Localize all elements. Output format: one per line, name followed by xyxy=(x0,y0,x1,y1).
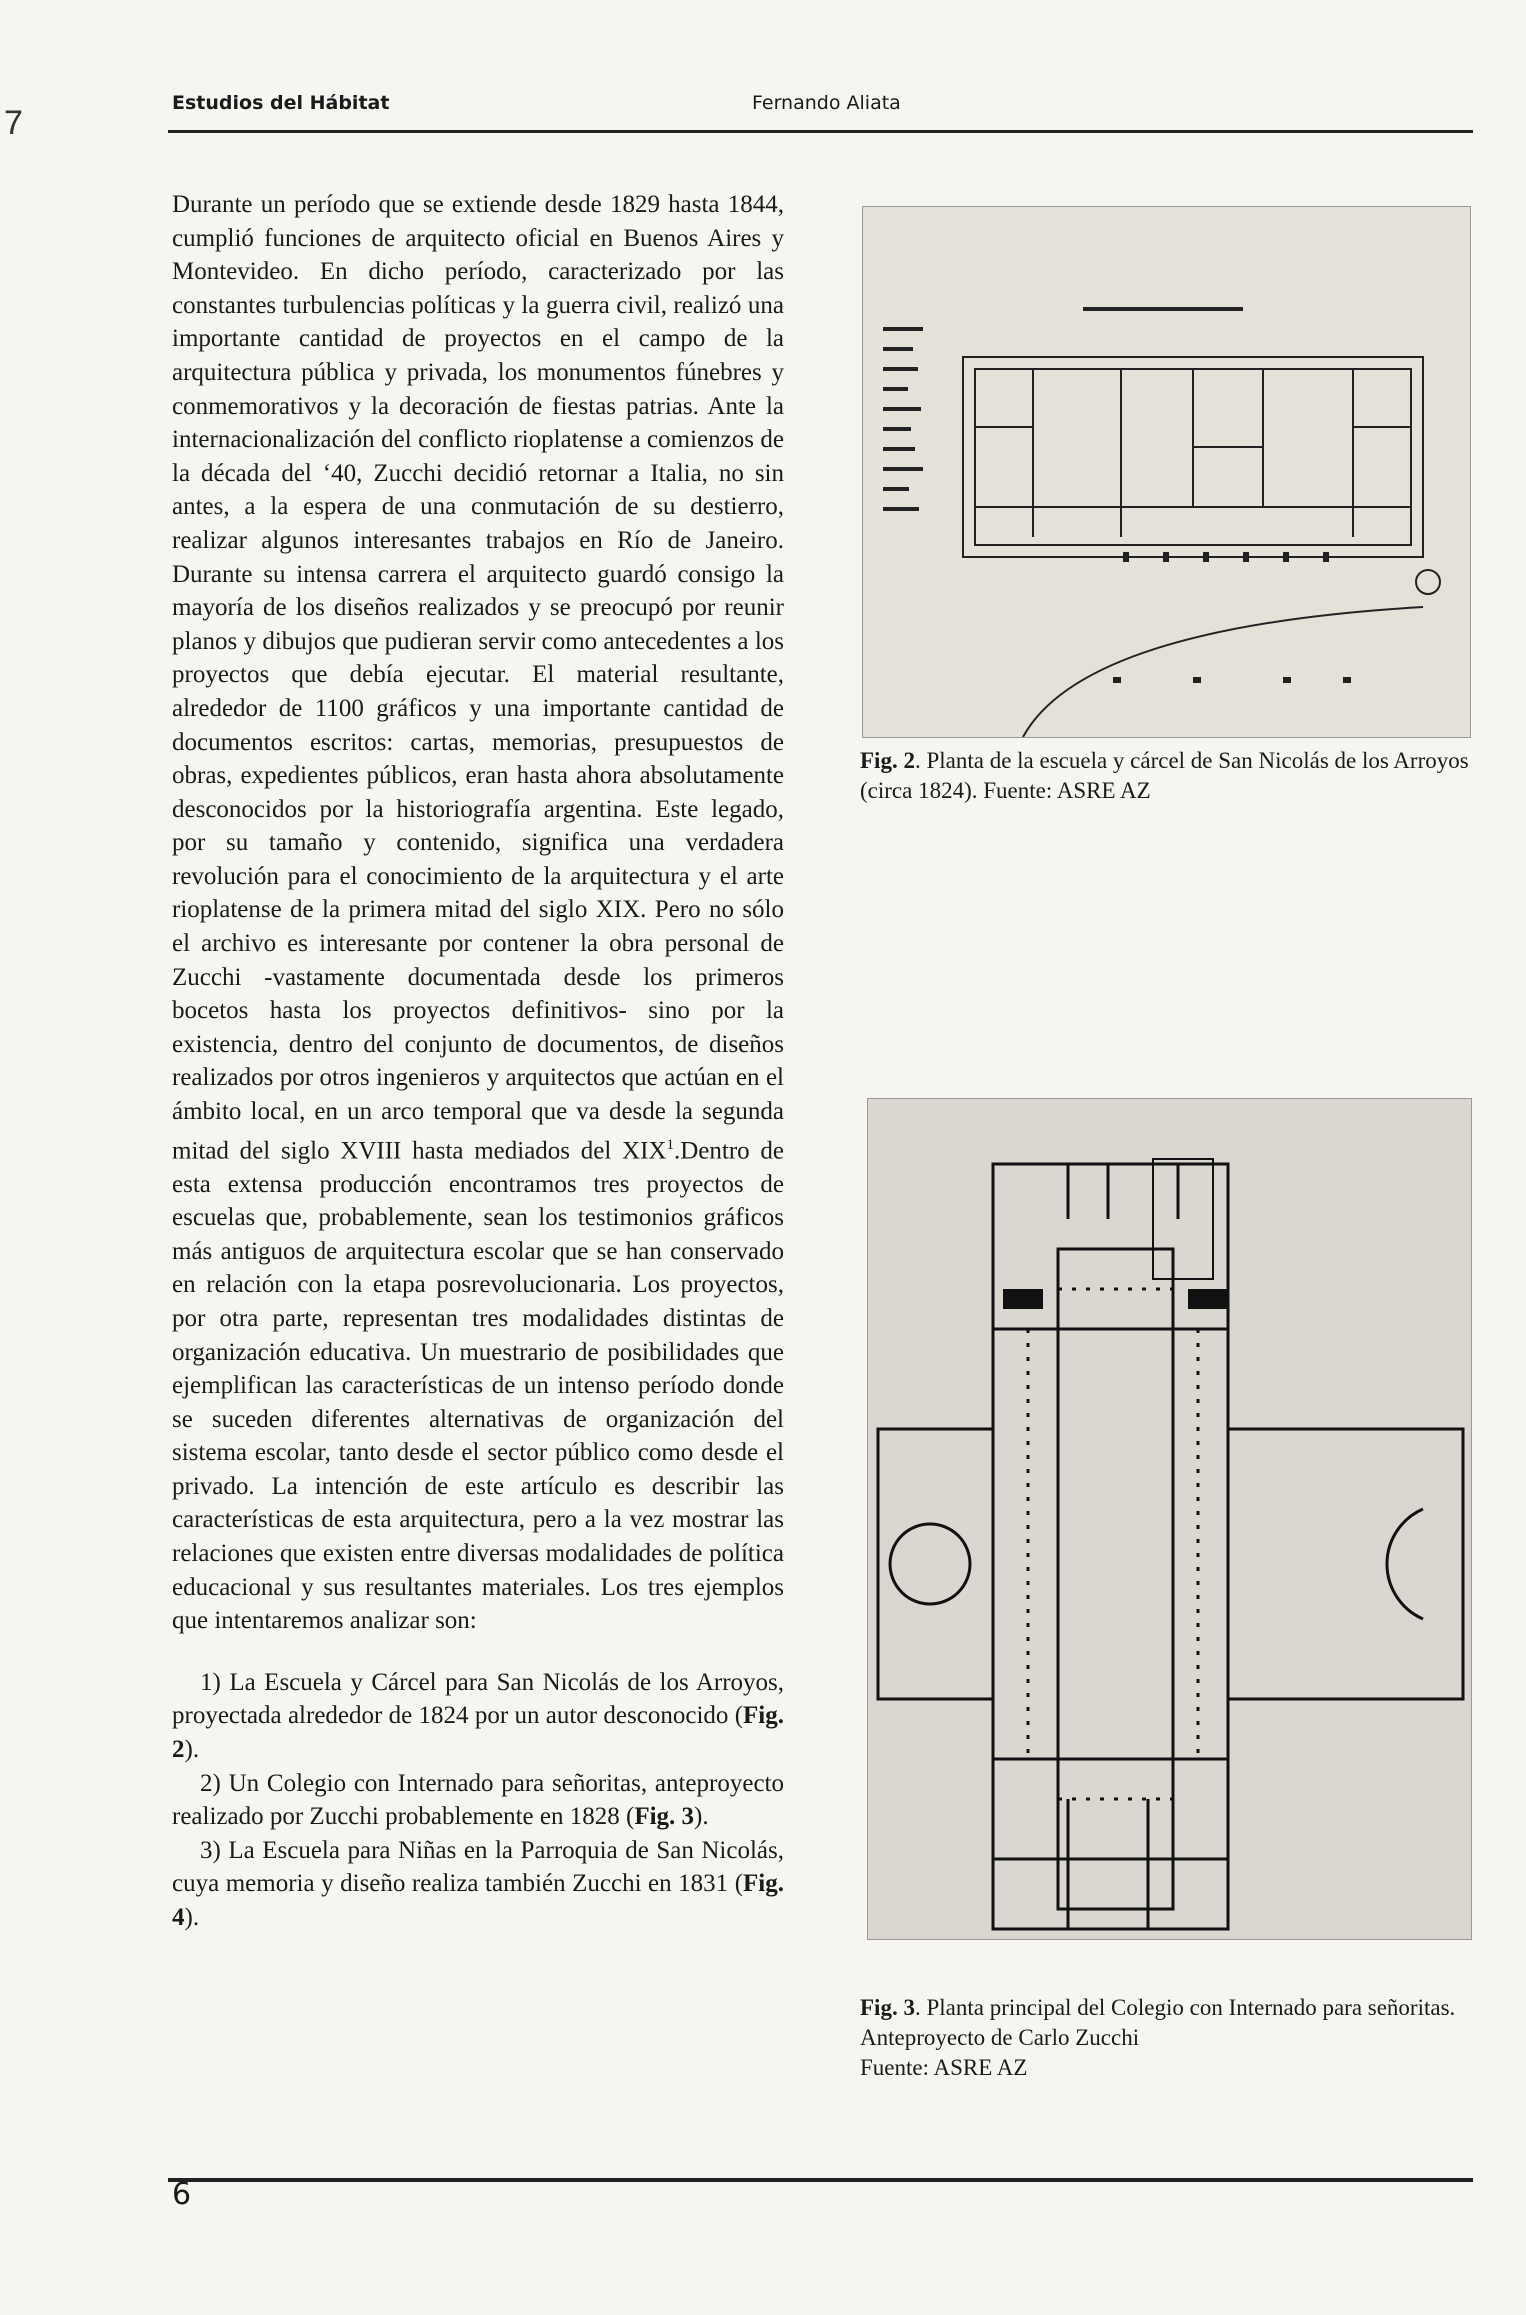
author-name: Fernando Aliata xyxy=(752,92,901,114)
fig-ref: Fig. 3 xyxy=(634,1803,695,1831)
running-header xyxy=(172,92,1472,118)
caption-line: Anteproyecto de Carlo Zucchi xyxy=(860,2025,1140,2050)
body-paragraph: Durante un período que se extiende desde 1829 hasta 1844, cumplió funciones de arquitecto oficial en Buenos Aires y Montevideo. En dicho período, caracterizado por las constantes turbulencias políticas y la guerra civil, realizó una importante cantidad de proyectos en el campo de la arquitectura pública y privada, los monumentos fúnebres y conmemorativos y la decoración de fiestas patrias. Ante la internacionalización del conflicto rioplatense a comienzos de la década del ‘40, Zucchi decidió retornar a Italia, no sin antes, a la espera de una conmutación de su destierro, realizar algunos interesantes trabajos en Río de Janeiro. Durante su intensa carrera el arquitecto guardó consigo la mayoría de los diseños realizados y se preocupó por reunir planos y dibujos que pudieran servir como antecedentes a los proyectos que debía ejecutar. El material resultante, alrededor de 1100 gráficos y una importante cantidad de documentos escritos: cartas, memorias, presupuestos de obras, expedientes públicos, eran hasta ahora absolutamente desconocidos por la historiografía argentina. Este legado, por su tamaño y contenido, significa una verdadera revolución para el conocimiento de la arquitectura y el arte rioplatense de la primera mitad del siglo XIX. Pero no sólo el archivo es interesante por contener la obra personal de Zucchi -vastamente documentada desde los primeros bocetos hasta los proyectos definitivos- sino por la existencia, dentro del conjunto de documentos, de diseños realizados por otros ingenieros y arquitectos que actúan en el ámbito local, en un arco temporal que va desde la segunda mitad del siglo XVIII hasta mediados del XIX$^1$.Dentro de esta extensa producción encontramos tres proyectos de escuelas que, probablemente, sean los testimonios gráficos más antiguos de arquitectura escolar que se han conservado en relación con la etapa posrevolucionaria. Los proyectos, por otra parte, representan tres modalidades distintas de organización educativa. Un muestrario de posibilidades que ejemplifican las características de un intenso período donde se suceden diferentes alternativas de organización del sistema escolar, tanto desde el sector público como desde el privado. La intención de este artículo es describir las características de esta arquitectura, pero a la vez mostrar las relaciones que existen entre diversas modalidades de política educacional y sus resultantes materiales. Los tres ejemplos que intentaremos analizar son: xyxy=(172,191,784,1635)
footnote-ref: 1 xyxy=(666,1136,674,1153)
caption-source: Fuente: ASRE AZ xyxy=(860,2055,1028,2080)
fig-ref: Fig. 2 xyxy=(172,1702,784,1764)
list-item: 2) Un Colegio con Internado para señoritas, anteproyecto realizado por Zucchi probablemente en 1828 (Fig. 3). xyxy=(172,1769,784,1831)
figure-2-caption: Fig. 2. Planta de la escuela y cárcel de San Nicolás de los Arroyos (circa 1824). Fuente: ASRE AZ xyxy=(860,748,1469,803)
examples-list xyxy=(172,1666,784,1935)
journal-title: Estudios del Hábitat xyxy=(172,92,390,114)
header-rule xyxy=(168,130,1473,133)
figure-3-caption: Fig. 3. Planta principal del Colegio con Internado para señoritas. Anteproyecto de Carlo Zucchi Fuente: ASRE AZ xyxy=(860,1993,1475,2083)
footer-rule xyxy=(168,2178,1473,2182)
fig-label: Fig. 2 xyxy=(860,748,915,773)
college-plan-drawing xyxy=(868,1099,1471,1939)
main-text-column xyxy=(172,188,784,1935)
list-item: 1) La Escuela y Cárcel para San Nicolás de los Arroyos, proyectada alrededor de 1824 por un autor desconocido (Fig. 2). xyxy=(172,1668,784,1764)
fig-label: Fig. 3 xyxy=(860,1995,915,2020)
list-item: 3) La Escuela para Niñas en la Parroquia de San Nicolás, cuya memoria y diseño realiza también Zucchi en 1831 (Fig. 4). xyxy=(172,1836,784,1932)
figure-2-plan xyxy=(862,206,1471,738)
page-number: 6 xyxy=(172,2177,192,2212)
margin-mark: 7 xyxy=(4,104,23,142)
figure-3-plan xyxy=(867,1098,1472,1940)
school-jail-plan-drawing xyxy=(863,207,1470,737)
fig-ref: Fig. 4 xyxy=(172,1870,784,1932)
